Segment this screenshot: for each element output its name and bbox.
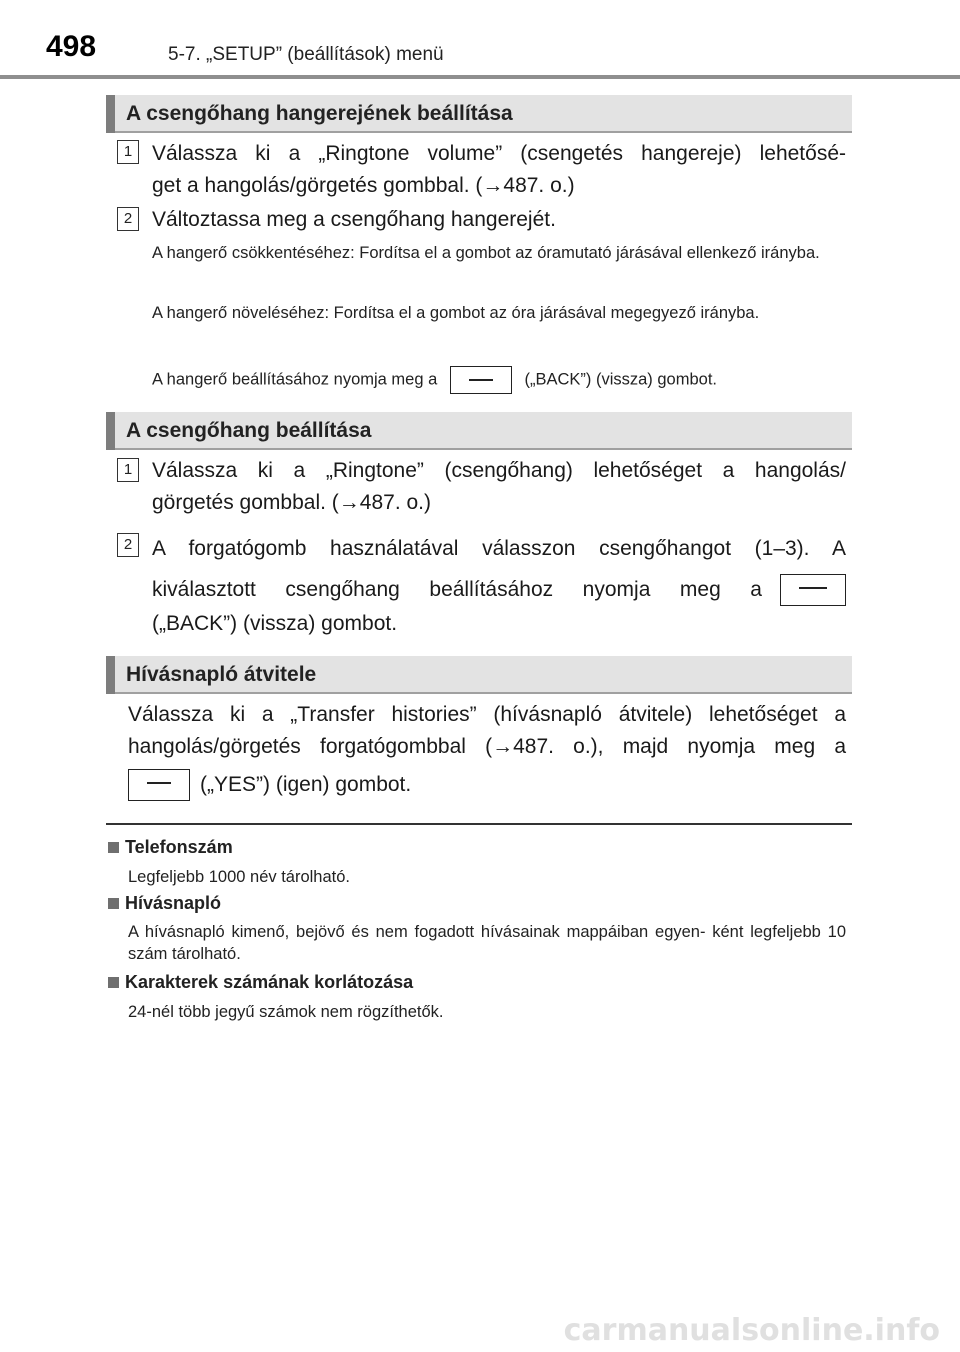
notes-divider [106, 823, 852, 825]
note-title [108, 893, 221, 914]
step-text: („BACK”) (vissza) gombot. [152, 612, 398, 635]
bullet-square-icon [108, 898, 119, 909]
instruction-note: A hangerő növeléséhez: Fordítsa el a gombot az óra járásával megegyező irányba. [152, 304, 760, 322]
chapter-title: 5-7. „SETUP” (beállítások) menü [168, 44, 444, 65]
step-number-badge: 1 [117, 458, 139, 482]
note-text: („BACK”) (vissza) gombot. [524, 370, 717, 389]
bullet-square-icon [108, 842, 119, 853]
note-body: Legfeljebb 1000 név tárolható. [128, 868, 351, 886]
section-title: Hívásnapló átvitele [126, 663, 317, 686]
body-text [128, 769, 846, 801]
section-title: A csengőhang beállítása [126, 419, 372, 442]
body-text: hangolás/görgetés forgatógombbal (→487. o.), majd nyomja meg a [128, 735, 846, 758]
note-body: A hívásnapló kimenő, bejövő és nem fogadott hívásainak mappáiban egyen- ként legfeljebb 10 szám tárolható. [128, 923, 846, 963]
step-text: get a hangolás/görgetés gombbal. (→487. o.) [152, 174, 575, 197]
step-text: A forgatógomb használatával válasszon csengőhangot (1–3). A [152, 537, 846, 560]
body-text-part: („YES”) (igen) gombot. [200, 773, 412, 796]
note-title [108, 972, 413, 993]
note-body: 24-nél több jegyű számok nem rögzíthetők. [128, 1003, 444, 1021]
instruction-note [152, 366, 846, 394]
step-text [152, 574, 846, 606]
step-number-badge: 1 [117, 140, 139, 164]
note-title [108, 837, 233, 858]
section-heading-transfer-histories [106, 656, 852, 694]
note-title-text: Karakterek számának korlátozása [125, 972, 414, 992]
note-title-text: Hívásnapló [125, 893, 222, 913]
step-text: Változtassa meg a csengőhang hangerejét. [152, 208, 556, 231]
watermark: carmanualsonline.info [563, 1313, 940, 1348]
yes-button-icon [128, 769, 190, 801]
page-header [0, 0, 960, 80]
step-number-badge: 2 [117, 533, 139, 557]
step-text: Válassza ki a „Ringtone” (csengőhang) lehetőséget a hangolás/ [152, 459, 846, 482]
instruction-note: A hangerő csökkentéséhez: Fordítsa el a gombot az óramutató járásával ellenkező irányba. [152, 244, 820, 262]
step-text-part: kiválasztott csengőhang beállításához nyomja meg a [152, 578, 762, 601]
bullet-square-icon [108, 977, 119, 988]
section-title: A csengőhang hangerejének beállítása [126, 102, 513, 125]
back-button-icon [780, 574, 846, 606]
step-text: Válassza ki a „Ringtone volume” (csengetés hangereje) lehetősé- [152, 142, 846, 165]
header-rule [0, 75, 960, 79]
note-title-text: Telefonszám [125, 837, 233, 857]
back-button-icon [450, 366, 512, 394]
step-number-badge: 2 [117, 207, 139, 231]
body-text: Válassza ki a „Transfer histories” (hívásnapló átvitele) lehetőséget a [128, 703, 846, 726]
page-number: 498 [46, 30, 97, 63]
note-text: A hangerő beállításához nyomja meg a [152, 370, 438, 389]
step-text: görgetés gombbal. (→487. o.) [152, 491, 431, 514]
section-heading-ringtone [106, 412, 852, 450]
section-heading-ringtone-volume [106, 95, 852, 133]
